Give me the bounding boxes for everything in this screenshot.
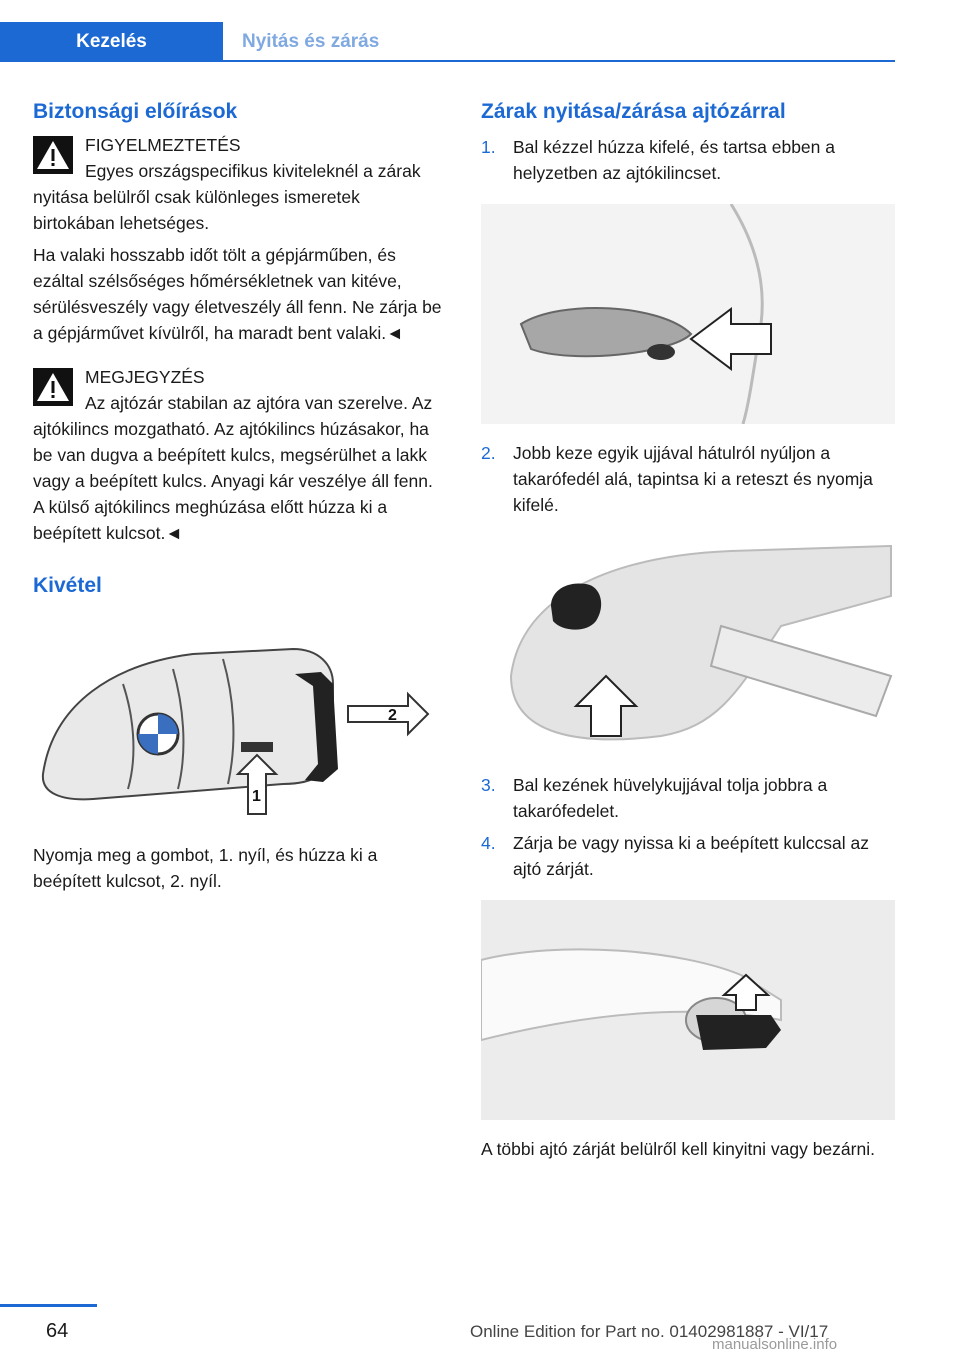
arrow-label-2: 2 [388,707,397,724]
step-text: Zárja be vagy nyissa ki a beépített kulccsal az ajtó zárját. [513,833,870,879]
key-in-lock-photo [481,900,895,1120]
remote-key-image [33,624,443,824]
steps-list-b [481,440,895,518]
footer-divider [0,1304,97,1307]
section-heading-exception: Kivétel [33,574,102,597]
tab-kezeles[interactable]: Kezelés [0,22,223,62]
watermark: manualsonline.info [712,1336,838,1353]
warning-icon [33,368,73,406]
step-text: Jobb keze egyik ujjával hátulról nyúljon a takarófedél alá, tapintsa ki a reteszt és nyomja kifelé. [513,443,873,515]
section-heading-door-lock: Zárak nyitása/zárása ajtózárral [481,100,786,123]
note-title: MEGJEGYZÉS [85,367,205,387]
step-text: Bal kezének hüvelykujjával tolja jobbra a takarófedelet. [513,775,828,821]
list-item [481,772,895,824]
left-column [33,98,443,894]
key-caption: Nyomja meg a gombot, 1. nyíl, és húzza ki a beépített kulcsot, 2. nyíl. [33,845,378,891]
page-number: 64 [46,1320,69,1342]
door-handle-photo [481,204,895,424]
warning-text-2: Ha valaki hosszabb időt tölt a gépjárműben, és ezáltal szélsőséges hőmérsékletnek van kitéve, sérülésveszély vagy életveszély áll fenn. Ne zárja be a gépjárművet kívülről, ha maradt bent valaki.◄ [33,245,442,343]
list-item [481,134,895,186]
list-item [481,440,895,518]
arrow-label-1: 1 [252,788,261,805]
warning-block [33,132,443,346]
note-text: Az ajtózár stabilan az ajtóra van szerelve. Az ajtókilincs mozgatható. Az ajtókilincs húzásakor, ha be van dugva a beépített kulcs, megsérülhet a lakk vagy a beépített kulcs. Anyagi kár veszélye áll fenn. A külső ajtókilincs meghúzása előtt húzza ki a beépített kulcsot.◄ [33,393,433,543]
list-item [481,830,895,882]
step-number: 3. [481,775,496,795]
note-block [33,364,443,552]
header-tabs [0,0,895,62]
footer-edition: Online Edition for Part no. 01402981887 - VI/17 [470,1322,829,1341]
section-heading-safety: Biztonsági előírások [33,100,238,123]
warning-icon [33,136,73,174]
header-divider [223,60,895,62]
step-text: Bal kézzel húzza kifelé, és tartsa ebben a helyzetben az ajtókilincset. [513,137,835,183]
steps-list-a [481,134,895,186]
tab-nyitas-es-zaras[interactable]: Nyitás és zárás [242,31,380,52]
right-column [481,98,895,1162]
steps-list-c [481,772,895,882]
step-number: 2. [481,443,496,463]
warning-text-1: Egyes országspecifikus kiviteleknél a zárak nyitása belülről csak különleges ismeretek birtokában lehetséges. [33,161,421,233]
warning-title: FIGYELMEZTETÉS [85,135,241,155]
step-number: 4. [481,833,496,853]
closing-text: A többi ajtó zárját belülről kell kinyitni vagy bezárni. [481,1139,875,1159]
cover-cap-photo [481,536,895,756]
step-number: 1. [481,137,496,157]
